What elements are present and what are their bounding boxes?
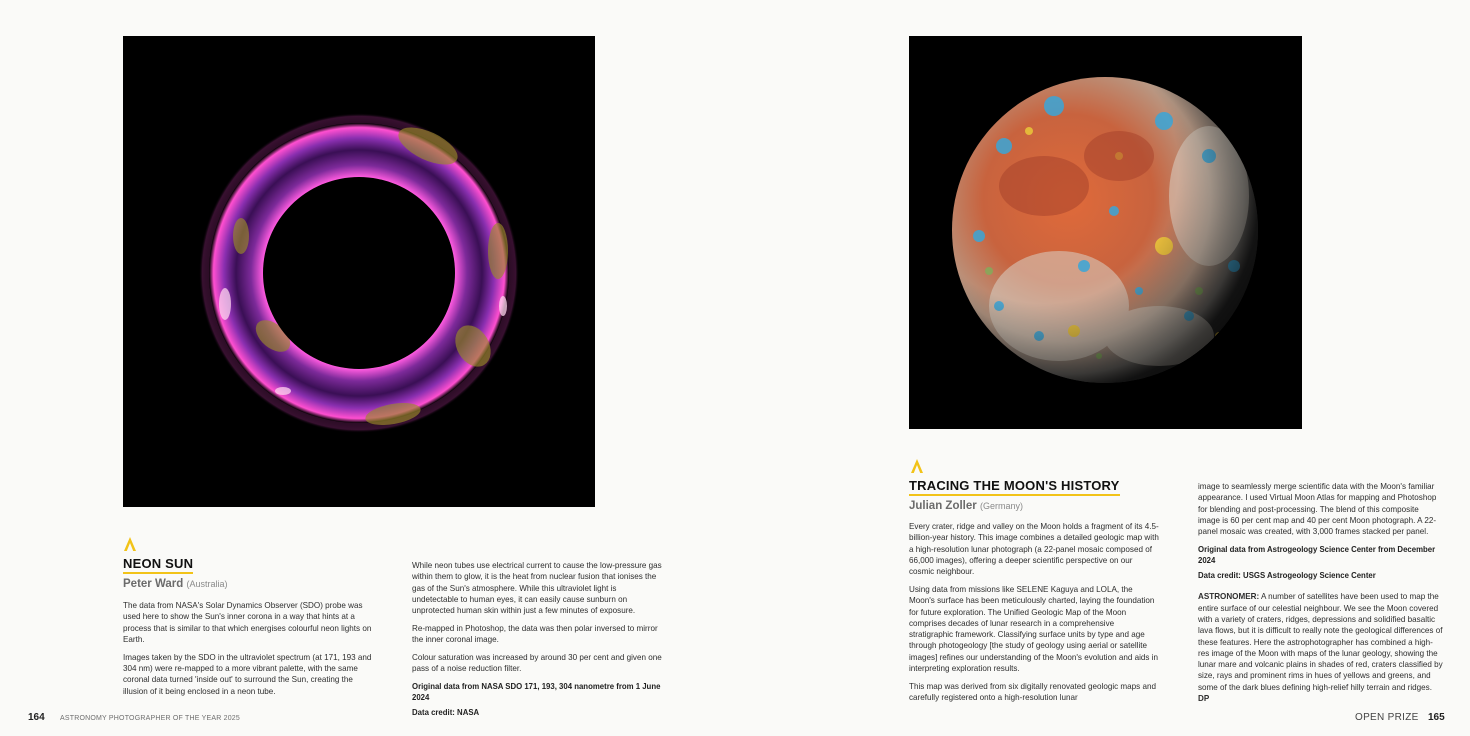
photo-title: TRACING THE MOON'S HISTORY bbox=[909, 478, 1120, 496]
paragraph: Using data from missions like SELENE Kaguya and LOLA, the Moon's surface has been meticulously charted, laying the foundation for future exploration. The Unified Geologic Map of the Moon comprises decades of lunar research in a comprehensive stratigraphic framework. Classifying surface units by type and age through photogeology [the study of geology using aerial or satellite images] refines our understanding of the Moon's evolution and aids in interpreting exploration results. bbox=[909, 584, 1159, 674]
text-column-2 bbox=[412, 560, 664, 722]
paragraph: Every crater, ridge and valley on the Moon holds a fragment of its 4.5-billion-year history. This image combines a detailed geologic map with a high-resolution lunar photograph (a 22-panel mosaic composed of 66,000 images), offering a deeper scientific perspective on our cosmic neighbour. bbox=[909, 522, 1159, 577]
paragraph: Re-mapped in Photoshop, the data was then polar inversed to mirror the inner coronal image. bbox=[412, 623, 658, 645]
astronomer-label: ASTRONOMER: bbox=[1198, 592, 1260, 602]
text-column-1 bbox=[123, 600, 373, 703]
paragraph: Images taken by the SDO in the ultraviolet spectrum (at 171, 193 and 304 nm) were re-mapped to a more vibrant palette, with the same coronal data turned 'inside out' to surround the Sun, creating the illusion of it being enclosed in a neon tube. bbox=[123, 652, 372, 696]
data-source-credit: Original data from Astrogeology Science Center from December 2024 bbox=[1198, 544, 1436, 566]
paragraph: This map was derived from six digitally renovated geologic maps and carefully registered onto a high-resolution lunar bbox=[909, 681, 1156, 703]
moon-geologic-map-image bbox=[909, 36, 1302, 429]
award-chevron-icon bbox=[911, 459, 923, 473]
data-credit: Data credit: NASA bbox=[412, 708, 480, 718]
neon-sun-photo bbox=[123, 36, 595, 507]
astronomer-comment: ASTRONOMER: A number of satellites have been used to map the entire surface of our celestial neighbour. We see the Moon covered with a variety of craters, ridges, depressions and solidified basaltic lava flows, but it is difficult to really note the geological differences of these features. Here the astrophotographer has combined a high-res image of the Moon with maps of the lunar geology, showing the lunar mare and volcanic plains in shades of red, craters classified by size, rays and prominent rims in hues of yellows and greens, and some of the dark blues defining high-relief hilly terrain and ridges. DP bbox=[1198, 592, 1443, 704]
data-credit: Data credit: USGS Astrogeology Science Center bbox=[1198, 571, 1376, 581]
text-column-1 bbox=[909, 521, 1159, 710]
neon-sun-image bbox=[123, 36, 595, 507]
photographer-name: Peter Ward (Australia) bbox=[123, 578, 228, 590]
award-chevron-icon bbox=[124, 537, 136, 551]
photographer-country: (Australia) bbox=[186, 579, 228, 589]
photo-title: NEON SUN bbox=[123, 556, 193, 574]
paragraph: image to seamlessly merge scientific data with the Moon's familiar appearance. I used Virtual Moon Atlas for mapping and Photoshop for blending and post-processing. The blend of this composite image is 60 per cent map and 40 per cent Moon photograph. A 22-panel mosaic was created, with 3,000 frames stacked per panel. bbox=[1198, 482, 1437, 537]
paragraph: The data from NASA's Solar Dynamics Observer (SDO) probe was used here to show the Sun's inner corona in a way that hints at a process that is similar to that which energises colourful neon lights on Earth. bbox=[123, 601, 372, 644]
moon-photo bbox=[909, 36, 1302, 429]
paragraph: While neon tubes use electrical current to cause the low-pressure gas within them to glow, it is the heat from nuclear fusion that ionises the gas of the Sun's atmosphere. While this ultraviolet light is undetectable to human eyes, it can easily cause sunburn on unprotected human skin within just a few minutes of exposure. bbox=[412, 561, 662, 616]
page-number: 165 bbox=[1428, 712, 1445, 723]
photographer-country: (Germany) bbox=[979, 501, 1023, 511]
astronomer-initials: DP bbox=[1198, 694, 1210, 704]
running-head: ASTRONOMY PHOTOGRAPHER OF THE YEAR 2025 bbox=[60, 715, 240, 722]
page-number: 164 bbox=[28, 712, 45, 723]
paragraph: Colour saturation was increased by around 30 per cent and given one pass of a noise reduction filter. bbox=[412, 653, 662, 674]
data-source-credit: Original data from NASA SDO 171, 193, 304 nanometre from 1 June 2024 bbox=[412, 682, 661, 703]
photographer-name: Julian Zoller (Germany) bbox=[909, 500, 1023, 512]
text-column-2 bbox=[1198, 481, 1443, 711]
section-name: OPEN PRIZE bbox=[1355, 712, 1419, 723]
